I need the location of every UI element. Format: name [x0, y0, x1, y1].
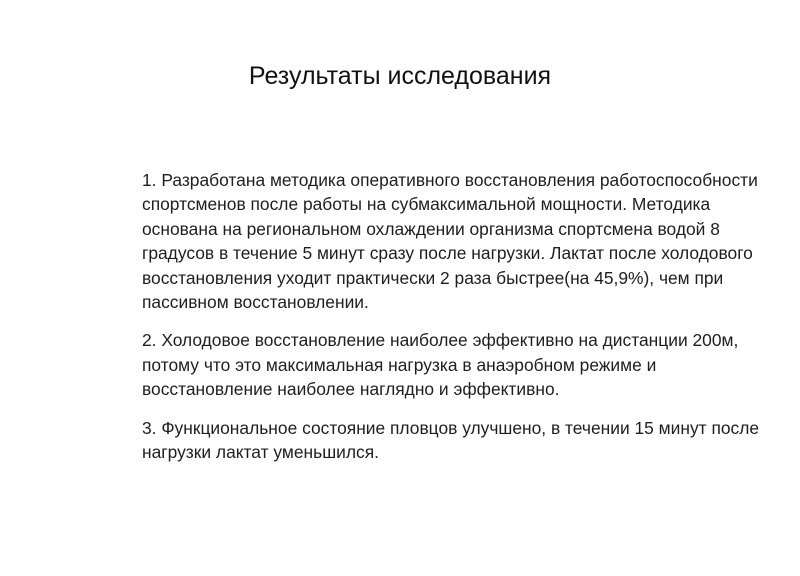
paragraph-line: нагрузки лактат уменьшился.	[142, 442, 379, 463]
paragraph-line: спортсменов после работы на субмаксимальной мощности. Методика	[142, 194, 711, 215]
paragraph-line: пассивном восстановлении.	[142, 292, 369, 313]
paragraph-line: потому что это максимальная нагрузка в анаэробном режиме и	[142, 354, 657, 375]
slide-title: Результаты исследования	[248, 62, 552, 90]
paragraph-line: градусов в течение 5 минут сразу после нагрузки. Лактат после холодового	[142, 243, 753, 264]
result-paragraph-2	[142, 328, 767, 401]
result-paragraph-3	[142, 416, 767, 465]
paragraph-line: основана на региональном охлаждении организма спортсмена водой 8	[142, 218, 720, 239]
result-paragraph-1	[142, 168, 767, 314]
paragraph-line: восстановление наиболее наглядно и эффективно.	[142, 379, 560, 400]
paragraph-line: 3. Функциональное состояние пловцов улучшено, в течении 15 минут после	[142, 417, 760, 438]
slide-content	[142, 168, 767, 478]
paragraph-line: 2. Холодовое восстановление наиболее эффективно на дистанции 200м,	[142, 330, 739, 351]
paragraph-line: восстановления уходит практически 2 раза быстрее(на 45,9%), чем при	[142, 267, 724, 288]
paragraph-line: 1. Разработана методика оперативного восстановления работоспособности	[142, 170, 758, 190]
